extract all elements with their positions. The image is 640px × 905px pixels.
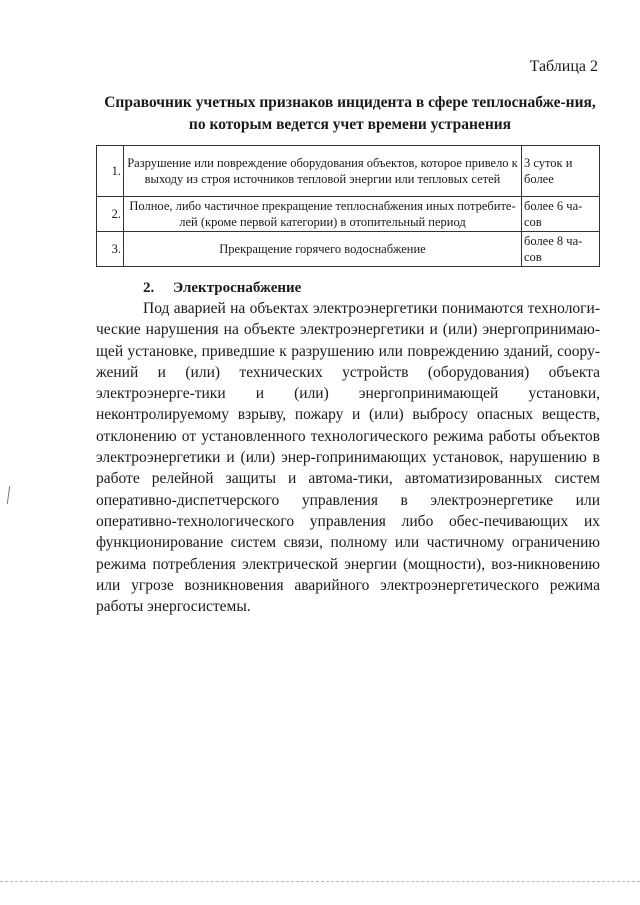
row-term: более 6 ча-сов bbox=[522, 197, 600, 232]
row-term: более 8 ча-сов bbox=[522, 232, 600, 267]
row-description: Разрушение или повреждение оборудования объектов, которое привело к выходу из строя источников тепловой энергии или тепловых сетей bbox=[124, 146, 522, 197]
section-heading bbox=[143, 280, 301, 297]
body-paragraph: Под аварией на объектах электроэнергетики понимаются технологи-ческие нарушения на объекте электроэнергетики и (или) энергопринимаю-щей установке, приведшие к разрушению или повреждению зданий, соору-жений и (или) технических устройств (оборудования) объекта электроэнерге-тики и (или) энергопринимающей установки, неконтролируемому взрыву, пожару и (или) выбросу опасных веществ, отклонению от установленного технологического режима работы объектов электроэнергетики и (или) энер-гопринимающих установок, нарушению в работе релейной защиты и автома-тики, автоматизированных систем оперативно-диспетчерского управления в электроэнергетике или оперативно-технологического управления либо обес-печивающих их функционирование систем связи, полному или частичному ограничению режима потребления электрической энергии (мощности), воз-никновению или угрозе возникновения аварийного электроэнергетического режима работы энергосистемы. bbox=[96, 300, 600, 616]
table-row bbox=[97, 232, 600, 267]
row-term: 3 суток и более bbox=[522, 146, 600, 197]
section-title: Электроснабжение bbox=[173, 280, 302, 296]
incident-table bbox=[96, 145, 600, 267]
row-number: 2. bbox=[97, 197, 124, 232]
row-number: 3. bbox=[97, 232, 124, 267]
margin-pen-mark bbox=[7, 486, 17, 504]
row-number: 1. bbox=[97, 146, 124, 197]
row-description: Полное, либо частичное прекращение теплоснабжения иных потребите-лей (кроме первой категории) в отопительный период bbox=[124, 197, 522, 232]
table-title: Справочник учетных признаков инцидента в сфере теплоснабже-ния, по которым ведется учет времени устранения bbox=[104, 94, 596, 133]
table-row bbox=[97, 197, 600, 232]
table-row bbox=[97, 146, 600, 197]
table-label: Таблица 2 bbox=[529, 58, 598, 75]
row-description: Прекращение горячего водоснабжение bbox=[124, 232, 522, 267]
scan-edge-line bbox=[0, 881, 640, 882]
section-number: 2. bbox=[143, 280, 155, 296]
